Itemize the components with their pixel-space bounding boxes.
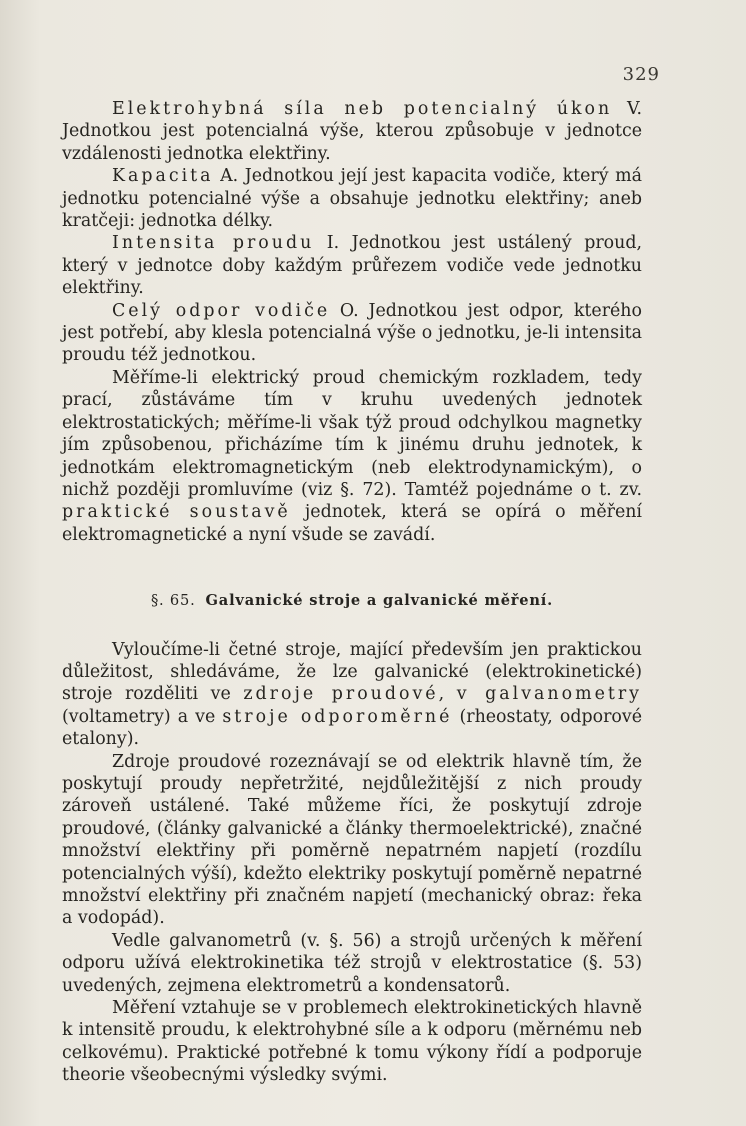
emphasized-term: praktické soustavě <box>62 502 291 523</box>
paragraph <box>62 300 642 367</box>
emphasized-term: zdroje proudové <box>243 684 439 705</box>
page-number: 329 <box>622 64 660 85</box>
text-run: (voltametry) a ve <box>62 706 223 727</box>
page-body <box>62 98 642 1087</box>
emphasized-term: stroje odporoměrné <box>222 706 453 727</box>
section-heading <box>62 590 642 612</box>
paragraph <box>62 751 642 930</box>
text-run: A. Jednotkou její jest kapacita vodiče, který má jednotku potencialné výše a obsahuje jednotku elektřiny; aneb kratčeji: jednotka délky. <box>62 166 642 232</box>
text-run: , <box>438 684 457 705</box>
text-run: I. Jednotkou jest ustálený proud, který v jednotce doby každým průřezem vodiče vede jednotku elektřiny. <box>62 233 642 299</box>
paragraph <box>62 639 642 751</box>
paragraph <box>62 367 642 546</box>
text-run: Měříme-li elektrický proud chemickým rozkladem, tedy prací, zůstáváme tím v kruhu uvedených jednotek elektrostatických; měříme-li však týž proud odchylkou magnetky jím způsobenou, přicházíme tím k jinému druhu jednotek, k jednotkám elektromagnetickým (neb elektrodynamickým), o nichž později promluvíme (viz §. 72). Tamtéž pojednáme o t. zv. <box>62 367 642 500</box>
text-run: Vedle galvanometrů (v. §. 56) a strojů určených k měření odporu užívá elektrokinetika též strojů v elektrostatice (§. 53) uvedených, zejmena elektrometrů a kondensatorů. <box>62 930 642 996</box>
text-run: (rheostaty, odporové etalony). <box>62 706 643 750</box>
text-run: Měření vztahuje se v problemech elektrokinetických hlavně k intensitě proudu, k elektrohybné síle a k odporu (měrnému neb celkovému). Praktické potřebné k tomu výkony řídí a podporuje theorie všeobecnými výsledky svými. <box>62 998 642 1086</box>
paragraph <box>62 930 642 997</box>
emphasized-term: Celý odpor vodiče <box>112 300 331 321</box>
text-run: Vyloučíme-li četné stroje, mající především jen praktickou důležitost, shledáváme, že lze galvanické (elektrokinetické) stroje rozděliti ve <box>62 639 642 705</box>
paragraph <box>62 232 642 299</box>
paragraph <box>62 98 642 165</box>
text-run: V. Jednotkou jest potencialná výše, kterou způsobuje v jednotce vzdálenosti jednotka elektřiny. <box>62 99 642 164</box>
paragraph <box>62 165 642 232</box>
emphasized-term: v galvanometry <box>456 684 643 705</box>
section-number: §. 65. <box>150 592 196 610</box>
emphasized-term: Kapacita <box>112 166 214 187</box>
text-run: jednotek, která se opírá o měření elektromagnetické a nyní všude se zavádí. <box>62 502 642 545</box>
emphasized-term: Elektrohybná síla neb potencialný úkon <box>112 99 613 119</box>
text-run: O. Jednotkou jest odpor, kterého jest potřebí, aby klesla potencialná výše o jednotku, je-li intensita proudu též jednotkou. <box>62 300 642 366</box>
paragraph <box>62 997 642 1087</box>
emphasized-term: Intensita proudu <box>112 233 315 254</box>
text-run: Zdroje proudové rozeznávají se od elektrik hlavně tím, že poskytují proudy nepřetržité, nejdůležitější z nich proudy zároveň ustálené. Také můžeme říci, že poskytují zdroje proudové, (články galvanické a články thermoelektrické), značné množství elektřiny při poměrně nepatrném napjetí (rozdílu potencialných výší), kdežto elektriky poskytují poměrně nepatrné množství elektřiny při značném napjetí (mechanický obraz: řeka a vodopád). <box>62 751 642 929</box>
section-title: Galvanické stroje a galvanické měření. <box>205 592 554 610</box>
